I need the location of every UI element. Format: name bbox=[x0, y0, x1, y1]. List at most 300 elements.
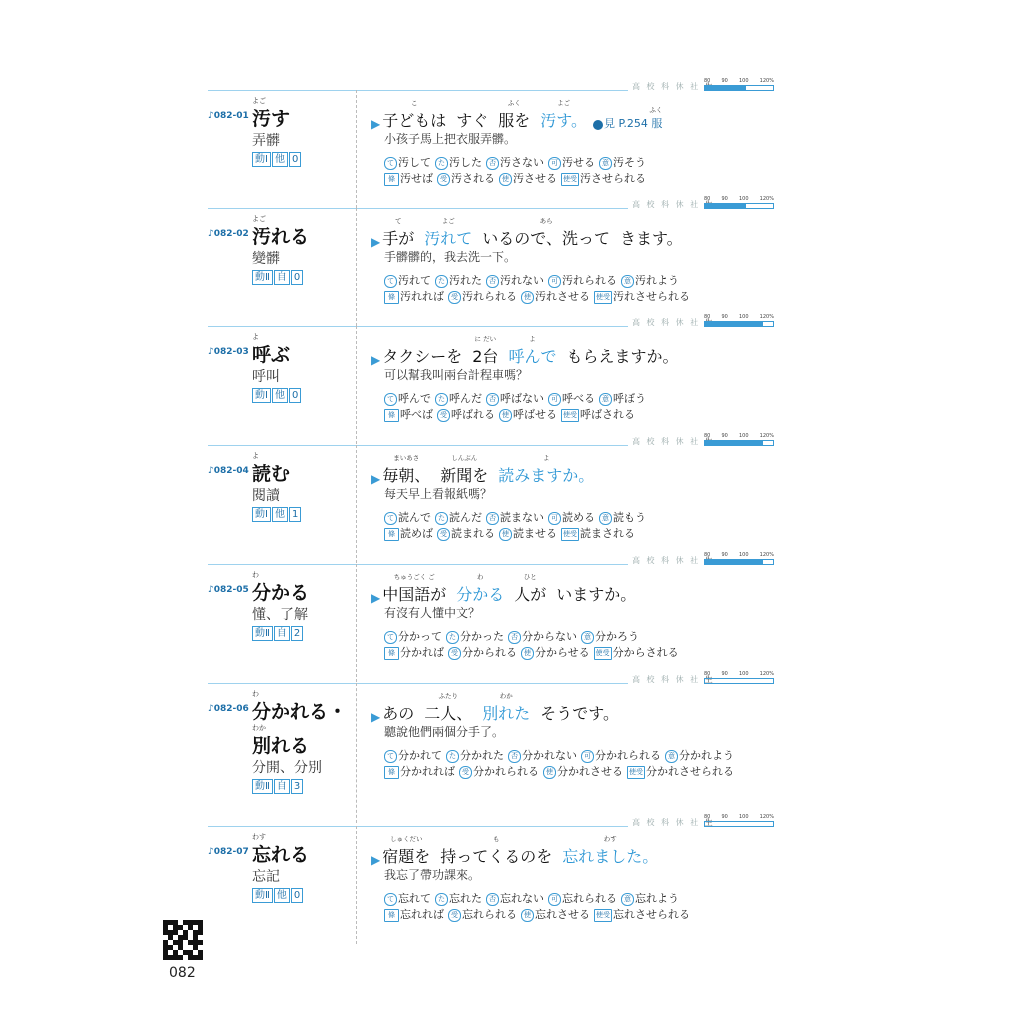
scale-labels bbox=[704, 196, 774, 202]
scale-label: 120% bbox=[759, 433, 774, 439]
scale-label: 100 bbox=[739, 552, 749, 558]
segment-text: 呼んで bbox=[508, 347, 557, 366]
conjugation-item bbox=[384, 525, 433, 541]
conjugated-form: 呼ぼう bbox=[613, 392, 646, 405]
frequency-fill bbox=[705, 86, 746, 90]
form-badge: て bbox=[384, 512, 397, 525]
conjugation-row bbox=[384, 154, 650, 170]
conjugation-item bbox=[384, 628, 442, 644]
form-badge: 使 bbox=[521, 647, 534, 660]
conjugation-item bbox=[448, 288, 517, 304]
conjugation-item bbox=[621, 890, 679, 906]
conjugated-form: 汚れれば bbox=[400, 290, 444, 303]
conjugation-item bbox=[435, 154, 482, 170]
conjugation-item bbox=[561, 406, 635, 422]
conjugation-item bbox=[599, 390, 646, 406]
divider-line bbox=[208, 683, 628, 684]
conjugation-item bbox=[627, 763, 734, 779]
form-badge: 意 bbox=[599, 393, 612, 406]
conjugation-item bbox=[384, 154, 431, 170]
triangle-bullet-icon: ▶ bbox=[371, 472, 381, 486]
conjugated-form: 汚れさせる bbox=[535, 290, 590, 303]
segment-text: すぐ bbox=[456, 111, 489, 130]
meaning: 忘記 bbox=[252, 869, 280, 885]
pos-tag: 動Ⅰ bbox=[252, 507, 271, 522]
vocab-entry bbox=[208, 78, 780, 208]
scale-labels bbox=[704, 78, 774, 84]
conjugated-form: 分かれられる bbox=[473, 765, 539, 778]
form-badge: 可 bbox=[548, 893, 561, 906]
conjugation-item bbox=[384, 509, 431, 525]
sentence-segment bbox=[382, 834, 430, 867]
scale-label: 80 bbox=[704, 78, 711, 84]
conjugation-item bbox=[599, 509, 646, 525]
scale-label: 90 bbox=[721, 671, 728, 677]
qr-code-icon[interactable] bbox=[163, 920, 203, 960]
conjugation-row bbox=[384, 747, 738, 763]
frequency-bar bbox=[704, 321, 774, 327]
segment-text: あの bbox=[382, 704, 415, 723]
audio-track-number[interactable]: ♪082-05 bbox=[208, 585, 249, 595]
form-badge: 條 bbox=[384, 528, 399, 541]
scale-label: 120% bbox=[759, 814, 774, 820]
level-labels bbox=[632, 317, 715, 328]
triangle-bullet-icon: ▶ bbox=[371, 591, 381, 605]
form-badge: 否 bbox=[486, 393, 499, 406]
divider-line bbox=[208, 90, 628, 91]
conjugation-item bbox=[508, 747, 577, 763]
form-badge: た bbox=[435, 512, 448, 525]
pos-tag: 動Ⅱ bbox=[252, 779, 273, 794]
headword-text: 呼ぶ bbox=[252, 344, 291, 366]
headword-ruby: よご bbox=[252, 97, 266, 105]
reference-text: 見 P.254 服 bbox=[604, 117, 663, 130]
column-divider bbox=[356, 826, 357, 944]
furigana: ふたり bbox=[438, 692, 458, 700]
conjugation-row bbox=[384, 644, 683, 660]
segment-text: いますか。 bbox=[556, 585, 637, 604]
furigana: よ bbox=[529, 335, 536, 343]
highlighted-word bbox=[508, 334, 556, 367]
conjugated-form: 呼んで bbox=[398, 392, 431, 405]
furigana: ふく bbox=[507, 99, 521, 107]
scale-label: 120% bbox=[759, 552, 774, 558]
form-badge: 意 bbox=[599, 157, 612, 170]
form-badge: 可 bbox=[548, 393, 561, 406]
segment-text: 宿題を bbox=[382, 847, 431, 866]
form-badge: 可 bbox=[548, 157, 561, 170]
scale-label: 90 bbox=[721, 314, 728, 320]
frequency-scale bbox=[704, 314, 778, 330]
conjugation-row bbox=[384, 390, 650, 406]
conjugation-item bbox=[435, 272, 482, 288]
headword-ruby: わす bbox=[252, 833, 266, 841]
furigana: よご bbox=[557, 99, 571, 107]
example-sentence bbox=[371, 453, 604, 486]
conjugation-item bbox=[486, 272, 544, 288]
scale-label: 100 bbox=[739, 196, 749, 202]
conjugated-form: 忘れない bbox=[500, 892, 544, 905]
conjugation-row bbox=[384, 509, 650, 525]
level-indicator bbox=[208, 433, 778, 450]
audio-track-number[interactable]: ♪082-01 bbox=[208, 111, 249, 121]
divider-line bbox=[208, 564, 628, 565]
scale-label: 90 bbox=[721, 78, 728, 84]
form-badge: た bbox=[435, 393, 448, 406]
highlighted-word bbox=[562, 834, 658, 867]
translation: 小孩子馬上把衣服弄髒。 bbox=[384, 132, 517, 146]
conjugation-item bbox=[521, 644, 590, 660]
frequency-scale bbox=[704, 433, 778, 449]
conjugation-item bbox=[594, 644, 679, 660]
furigana: よ bbox=[543, 454, 550, 462]
level-list: 高 校 科 休 社 bbox=[632, 437, 701, 446]
conjugation-row bbox=[384, 763, 738, 779]
highlighted-word bbox=[498, 453, 594, 486]
furigana: こ bbox=[410, 99, 418, 107]
triangle-bullet-icon: ▶ bbox=[371, 353, 381, 367]
sentence-segment bbox=[456, 98, 488, 131]
pos-tag: 他 bbox=[272, 152, 288, 167]
scale-label: 90 bbox=[721, 196, 728, 202]
headword-text: 別れる bbox=[252, 735, 310, 757]
segment-text: 分かる bbox=[456, 585, 505, 604]
pos-tag: 0 bbox=[289, 152, 301, 167]
headword-ruby: よ bbox=[252, 333, 259, 341]
furigana: あら bbox=[539, 217, 553, 225]
conjugated-form: 分かった bbox=[460, 630, 504, 643]
conjugated-form: 分かれれば bbox=[400, 765, 455, 778]
translation: 我忘了帶功課來。 bbox=[384, 868, 481, 882]
conjugation-item bbox=[543, 763, 623, 779]
scale-label: 80 bbox=[704, 196, 711, 202]
segment-text: 人が bbox=[514, 585, 547, 604]
headword-text: 分かれる・ bbox=[252, 701, 348, 723]
headword-text: 汚す bbox=[252, 108, 291, 130]
form-badge: て bbox=[384, 893, 397, 906]
furigana: ひと bbox=[523, 573, 537, 581]
conjugation-item bbox=[499, 406, 557, 422]
frequency-bar bbox=[704, 559, 774, 565]
pos-tag: 動Ⅰ bbox=[252, 388, 271, 403]
scale-label: 90 bbox=[721, 814, 728, 820]
sentence-segment bbox=[556, 572, 636, 605]
audio-track-number[interactable]: ♪082-02 bbox=[208, 229, 249, 239]
sentence-segment bbox=[540, 691, 619, 724]
frequency-scale bbox=[704, 671, 778, 687]
segment-text: いるので、洗って bbox=[482, 229, 610, 248]
scale-label: 90 bbox=[721, 433, 728, 439]
furigana: て bbox=[394, 217, 402, 225]
cross-reference[interactable] bbox=[593, 105, 662, 131]
form-badge: 否 bbox=[486, 512, 499, 525]
pos-tag: 3 bbox=[291, 779, 303, 794]
conjugated-form: 分かれられる bbox=[595, 749, 661, 762]
scale-label: 120% bbox=[759, 196, 774, 202]
conjugated-form: 汚させられる bbox=[580, 172, 646, 185]
conjugation-row bbox=[384, 906, 694, 922]
conjugation-item bbox=[594, 906, 690, 922]
pos-tag: 動Ⅰ bbox=[252, 152, 271, 167]
headword-text: 読む bbox=[252, 463, 291, 485]
conjugated-form: 汚れさせられる bbox=[613, 290, 690, 303]
translation: 可以幫我叫兩台計程車嗎？ bbox=[384, 368, 529, 382]
conjugation-row bbox=[384, 628, 643, 644]
conjugation-item bbox=[435, 390, 482, 406]
part-of-speech bbox=[252, 626, 303, 641]
conjugation-item bbox=[448, 906, 517, 922]
conjugation-item bbox=[384, 390, 431, 406]
pos-tag: 自 bbox=[274, 270, 290, 285]
segment-text: 持ってくるのを bbox=[440, 847, 553, 866]
audio-track-number[interactable]: ♪082-04 bbox=[208, 466, 249, 476]
frequency-bar bbox=[704, 440, 774, 446]
audio-track-number[interactable]: ♪082-07 bbox=[208, 847, 249, 857]
conjugated-form: 汚れて bbox=[398, 274, 431, 287]
column-divider bbox=[356, 445, 357, 563]
pos-tag: 1 bbox=[289, 507, 301, 522]
form-badge: た bbox=[435, 893, 448, 906]
divider-line bbox=[208, 445, 628, 446]
form-badge: 意 bbox=[599, 512, 612, 525]
segment-text: 汚れて bbox=[424, 229, 473, 248]
scale-labels bbox=[704, 814, 774, 820]
form-badge: 否 bbox=[486, 157, 499, 170]
triangle-bullet-icon: ▶ bbox=[371, 710, 381, 724]
level-labels bbox=[632, 674, 715, 685]
pos-tag: 動Ⅱ bbox=[252, 888, 273, 903]
level-list: 高 校 科 休 社 bbox=[632, 200, 701, 209]
segment-text: もらえますか。 bbox=[566, 347, 679, 366]
conjugation-item bbox=[581, 628, 639, 644]
divider-line bbox=[208, 208, 628, 209]
pos-tag: 0 bbox=[289, 388, 301, 403]
conjugated-form: 呼ばされる bbox=[580, 408, 635, 421]
conjugated-form: 呼ばせる bbox=[513, 408, 557, 421]
form-badge: 意 bbox=[665, 750, 678, 763]
conjugated-form: 汚れられる bbox=[462, 290, 517, 303]
translation: 手髒髒的，我去洗一下。 bbox=[384, 250, 517, 264]
conjugated-form: 汚して bbox=[398, 156, 431, 169]
conjugated-form: 忘れられる bbox=[462, 908, 517, 921]
level-labels bbox=[632, 555, 715, 566]
sentence-segment bbox=[566, 334, 678, 367]
scale-labels bbox=[704, 314, 774, 320]
form-badge: 使 bbox=[521, 909, 534, 922]
conjugation-row bbox=[384, 406, 639, 422]
frequency-bar bbox=[704, 203, 774, 209]
part-of-speech bbox=[252, 779, 303, 794]
reference-segment bbox=[604, 105, 662, 131]
segment-text: タクシーを bbox=[382, 347, 463, 366]
conjugation-item bbox=[486, 154, 544, 170]
conjugated-form: 呼べば bbox=[400, 408, 433, 421]
scale-labels bbox=[704, 552, 774, 558]
highlighted-word bbox=[482, 691, 530, 724]
triangle-bullet-icon: ▶ bbox=[371, 853, 381, 867]
vocab-entry bbox=[208, 196, 780, 326]
divider-line bbox=[208, 326, 628, 327]
conjugated-form: 読まれる bbox=[451, 527, 495, 540]
level-indicator bbox=[208, 78, 778, 95]
conjugation-item bbox=[599, 154, 646, 170]
conjugation-item bbox=[384, 170, 433, 186]
segment-text: 子どもは bbox=[382, 111, 447, 130]
conjugated-form: 読んで bbox=[398, 511, 431, 524]
level-highlight: 生 bbox=[704, 818, 715, 827]
form-badge: 使受 bbox=[561, 173, 579, 186]
scale-label: 120% bbox=[759, 671, 774, 677]
segment-text: 新聞を bbox=[440, 466, 489, 485]
pos-tag: 動Ⅱ bbox=[252, 270, 273, 285]
conjugation-item bbox=[435, 890, 482, 906]
sentence-segment bbox=[382, 691, 414, 724]
conjugated-form: 忘れて bbox=[398, 892, 431, 905]
conjugated-form: 忘れさせられる bbox=[613, 908, 690, 921]
conjugation-item bbox=[437, 525, 495, 541]
frequency-scale bbox=[704, 552, 778, 568]
audio-track-number[interactable]: ♪082-06 bbox=[208, 704, 249, 714]
conjugation-item bbox=[384, 890, 431, 906]
pos-tag: 他 bbox=[272, 388, 288, 403]
conjugated-form: 呼べる bbox=[562, 392, 595, 405]
conjugation-item bbox=[548, 272, 617, 288]
form-badge: 條 bbox=[384, 766, 399, 779]
form-badge: 使 bbox=[543, 766, 556, 779]
conjugation-item bbox=[548, 154, 595, 170]
pos-tag: 動Ⅱ bbox=[252, 626, 273, 641]
divider-line bbox=[208, 826, 628, 827]
furigana: わ bbox=[477, 573, 484, 581]
column-divider bbox=[356, 683, 357, 823]
highlighted-word bbox=[540, 98, 587, 131]
level-list: 高 校 科 休 社 bbox=[632, 818, 701, 827]
form-badge: 受 bbox=[448, 647, 461, 660]
frequency-bar bbox=[704, 821, 774, 827]
headword-ruby: わ bbox=[252, 571, 259, 579]
conjugation-item bbox=[548, 509, 595, 525]
segment-text: 読みますか。 bbox=[498, 466, 595, 485]
sentence-segment bbox=[472, 334, 498, 367]
column-divider bbox=[356, 326, 357, 444]
form-badge: 使受 bbox=[594, 647, 612, 660]
conjugated-form: 忘れた bbox=[449, 892, 482, 905]
furigana: に だい bbox=[474, 335, 497, 343]
conjugation-row bbox=[384, 288, 694, 304]
page-number: 082 bbox=[169, 965, 196, 981]
audio-track-number[interactable]: ♪082-03 bbox=[208, 347, 249, 357]
column-divider bbox=[356, 90, 357, 208]
conjugated-form: 汚される bbox=[451, 172, 495, 185]
headword-ruby: わ bbox=[252, 690, 259, 698]
conjugation-item bbox=[446, 747, 504, 763]
form-badge: 受 bbox=[437, 528, 450, 541]
meaning: 分開、分別 bbox=[252, 760, 322, 776]
triangle-bullet-icon: ▶ bbox=[371, 117, 381, 131]
triangle-bullet-icon: ▶ bbox=[371, 235, 381, 249]
sentence-segment bbox=[424, 691, 472, 724]
meaning: 懂、了解 bbox=[252, 607, 308, 623]
form-badge: 否 bbox=[508, 631, 521, 644]
conjugated-form: 分かれさせる bbox=[557, 765, 623, 778]
conjugation-item bbox=[435, 509, 482, 525]
frequency-fill bbox=[705, 322, 763, 326]
conjugated-form: 忘れられる bbox=[562, 892, 617, 905]
furigana: ふく bbox=[649, 106, 663, 114]
conjugated-form: 汚さない bbox=[500, 156, 544, 169]
level-labels bbox=[632, 817, 715, 828]
conjugated-form: 呼ばれる bbox=[451, 408, 495, 421]
level-list: 高 校 科 休 社 bbox=[632, 675, 701, 684]
meaning: 弄髒 bbox=[252, 133, 280, 149]
conjugation-item bbox=[548, 890, 617, 906]
segment-text: きます。 bbox=[619, 229, 683, 248]
conjugation-item bbox=[448, 644, 517, 660]
scale-label: 100 bbox=[739, 314, 749, 320]
conjugated-form: 汚せば bbox=[400, 172, 433, 185]
headword-ruby: よご bbox=[252, 215, 266, 223]
pos-tag: 0 bbox=[291, 888, 303, 903]
form-badge: た bbox=[435, 157, 448, 170]
conjugation-item bbox=[561, 525, 635, 541]
conjugated-form: 汚れない bbox=[500, 274, 544, 287]
conjugated-form: 読めば bbox=[400, 527, 433, 540]
level-indicator bbox=[208, 196, 778, 213]
form-badge: 使 bbox=[499, 528, 512, 541]
form-badge: 否 bbox=[486, 893, 499, 906]
form-badge: 受 bbox=[437, 409, 450, 422]
form-badge: て bbox=[384, 750, 397, 763]
conjugated-form: 読まない bbox=[500, 511, 544, 524]
conjugated-form: 分かれさせられる bbox=[646, 765, 734, 778]
highlighted-word bbox=[456, 572, 504, 605]
part-of-speech bbox=[252, 507, 301, 522]
conjugation-item bbox=[561, 170, 646, 186]
conjugated-form: 分かろう bbox=[595, 630, 639, 643]
frequency-fill bbox=[705, 441, 763, 445]
level-labels bbox=[632, 436, 715, 447]
scale-labels bbox=[704, 671, 774, 677]
headword-text: 汚れる bbox=[252, 226, 310, 248]
segment-text: 忘れました。 bbox=[562, 847, 659, 866]
form-badge: 使受 bbox=[561, 528, 579, 541]
scale-label: 100 bbox=[739, 814, 749, 820]
sentence-segment bbox=[382, 453, 430, 486]
conjugated-form: 読める bbox=[562, 511, 595, 524]
form-badge: 使受 bbox=[594, 291, 612, 304]
conjugation-item bbox=[548, 390, 595, 406]
conjugated-form: 分かれば bbox=[400, 646, 444, 659]
level-indicator bbox=[208, 552, 778, 569]
conjugated-form: 忘れれば bbox=[400, 908, 444, 921]
form-badge: 使 bbox=[499, 409, 512, 422]
scale-label: 100 bbox=[739, 433, 749, 439]
example-sentence bbox=[371, 691, 629, 724]
example-sentence bbox=[371, 834, 668, 867]
form-badge: 可 bbox=[548, 512, 561, 525]
segment-text: 二人、 bbox=[424, 704, 473, 723]
level-indicator bbox=[208, 314, 778, 331]
conjugation-item bbox=[459, 763, 539, 779]
form-badge: て bbox=[384, 631, 397, 644]
vocab-entry bbox=[208, 671, 780, 823]
example-sentence bbox=[371, 334, 688, 367]
headword-ruby: よ bbox=[252, 452, 259, 460]
conjugation-item bbox=[437, 170, 495, 186]
part-of-speech bbox=[252, 888, 303, 903]
scale-label: 80 bbox=[704, 552, 711, 558]
translation: 聽說他們兩個分手了。 bbox=[384, 725, 505, 739]
